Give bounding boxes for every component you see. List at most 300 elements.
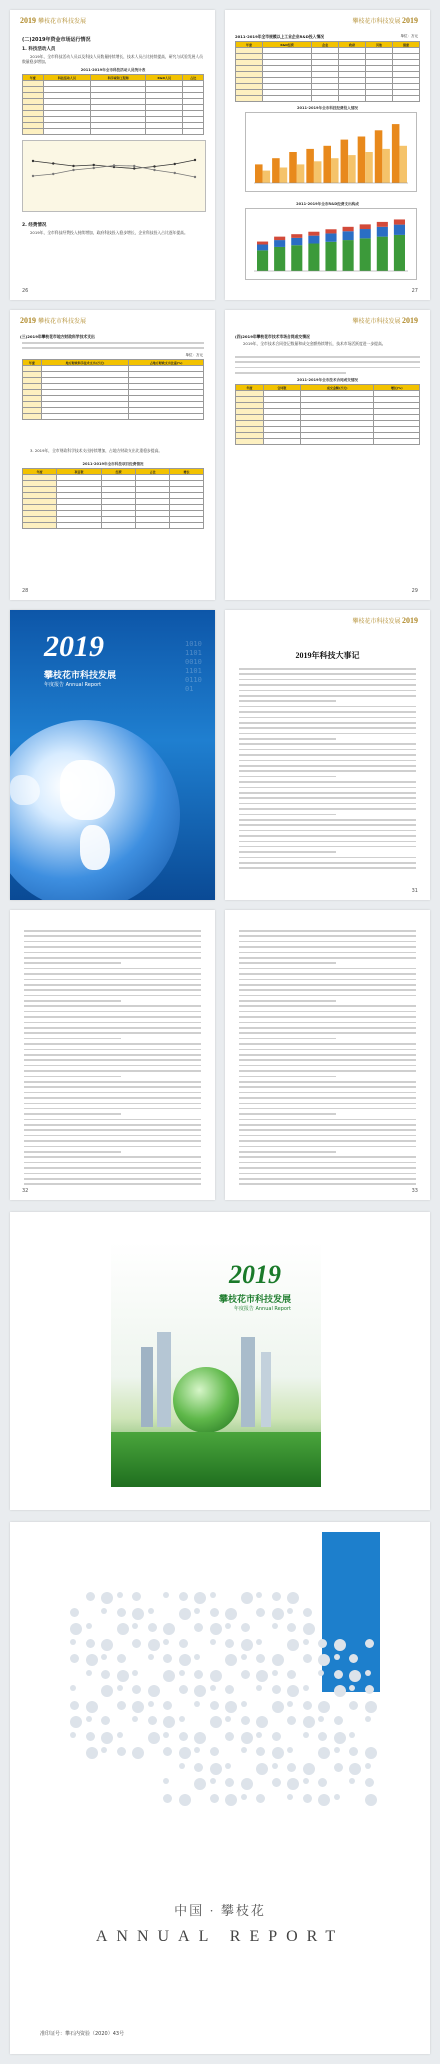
table-cell <box>23 129 44 135</box>
map-dot <box>163 1639 169 1645</box>
page-27 <box>225 10 430 300</box>
bar-segment <box>308 244 319 271</box>
table2-caption: 2011-2019年全市科技项目经费情况 <box>82 462 144 466</box>
map-dot <box>194 1747 200 1753</box>
text-line <box>239 957 416 959</box>
map-dot <box>163 1654 172 1663</box>
text-line <box>239 830 416 832</box>
text-line <box>239 1000 336 1002</box>
bar-segment <box>325 242 336 271</box>
text-line <box>24 962 121 964</box>
chart1-caption: 2011-2019年全市科技经费投入情况 <box>296 106 359 110</box>
bar <box>314 161 322 183</box>
text-line <box>24 1027 201 1029</box>
map-dot <box>194 1654 200 1660</box>
text-line <box>24 957 201 959</box>
text-line <box>24 1022 201 1024</box>
text-line <box>239 857 416 859</box>
map-dot <box>287 1763 296 1772</box>
table-cell <box>393 96 420 102</box>
text-line <box>24 989 201 991</box>
map-dot <box>225 1732 234 1741</box>
data-point <box>153 165 155 167</box>
map-dot <box>303 1763 315 1775</box>
map-dot <box>117 1670 129 1682</box>
line-chart-svg <box>23 141 205 211</box>
data-point <box>32 175 34 177</box>
data-table <box>22 74 204 135</box>
section-title: (四)2019年攀枝花市技术市场合同成交情况 <box>235 334 310 339</box>
cover-title: 攀枝花市科技发展 <box>44 670 117 680</box>
text-line <box>239 781 416 783</box>
table-header-cell: 企业 <box>312 42 339 48</box>
map-dot <box>272 1747 284 1759</box>
map-dot <box>86 1732 95 1741</box>
text-line <box>239 679 416 681</box>
table-header-cell: 强度 <box>393 42 420 48</box>
map-dot <box>303 1794 312 1803</box>
map-dot <box>163 1747 172 1756</box>
map-dot <box>318 1639 327 1648</box>
text-line <box>24 1038 121 1040</box>
bar-segment <box>291 245 302 271</box>
table-caption: 2011-2019年全市科技活动人员统计表 <box>80 68 146 72</box>
text-line <box>239 754 416 756</box>
map-dot <box>210 1794 219 1803</box>
text-line <box>24 1129 201 1131</box>
map-dot <box>303 1608 312 1617</box>
table-header-cell: R&D经费 <box>262 42 311 48</box>
text-line <box>24 1005 201 1007</box>
table-cell <box>262 96 311 102</box>
map-dot <box>210 1670 222 1682</box>
page-header: 攀枝花市科技发展 2019 <box>352 16 418 25</box>
table-header-cell: 增长 <box>170 469 204 475</box>
table-header-cell: 占比 <box>136 469 170 475</box>
data-point <box>194 176 196 178</box>
binary-pattern: 1010110100101101011001 <box>185 640 202 693</box>
map-dot <box>132 1608 144 1620</box>
paragraph: 2019年，全市技术合同登记数量和成交金额持续增长，技术市场活跃度进一步提高。 <box>243 341 386 346</box>
map-dot <box>365 1763 371 1769</box>
bar-segment <box>360 229 371 238</box>
map-dot <box>132 1639 141 1648</box>
text-line <box>239 668 416 670</box>
bar-segment <box>377 222 388 227</box>
page-33 <box>225 910 430 1200</box>
text-line <box>239 787 416 789</box>
text-line <box>239 952 416 954</box>
map-dot <box>256 1654 265 1663</box>
map-dot <box>318 1716 324 1722</box>
page-number: 29 <box>411 588 418 594</box>
map-dot <box>148 1685 160 1697</box>
map-dot <box>365 1685 374 1694</box>
text-line <box>239 846 416 848</box>
table-cell <box>183 129 204 135</box>
map-dot <box>365 1701 377 1713</box>
map-dot <box>303 1716 315 1728</box>
table-header-cell: 政府 <box>339 42 366 48</box>
map-dot <box>194 1670 203 1679</box>
map-dot <box>287 1778 299 1790</box>
map-dot <box>303 1654 312 1663</box>
green-globe <box>173 1367 239 1433</box>
map-dot <box>86 1639 95 1648</box>
section-title: (二)2019年资金市场运行情况 <box>22 37 91 43</box>
map-dot <box>194 1701 200 1707</box>
bar-segment <box>394 225 405 235</box>
data-point <box>153 169 155 171</box>
text-line <box>24 1108 201 1110</box>
data-point <box>174 163 176 165</box>
bar-segment <box>291 238 302 245</box>
text-line <box>239 1140 416 1142</box>
map-dot <box>272 1654 284 1666</box>
map-dot <box>179 1654 191 1666</box>
text-line <box>239 1162 416 1164</box>
table-header-cell: 占地方财政支出比重(%) <box>129 360 204 366</box>
page-header: 攀枝花市科技发展 2019 <box>352 316 418 325</box>
map-dot <box>241 1747 247 1753</box>
page-header: 2019 攀枝花市科技发展 <box>20 16 87 25</box>
text-line <box>239 1022 416 1024</box>
map-dot <box>132 1701 144 1713</box>
page-32 <box>10 910 215 1200</box>
cover-artwork <box>111 1242 321 1487</box>
cover-year: 2019 <box>229 1260 281 1289</box>
map-dot <box>70 1639 76 1645</box>
map-dot <box>210 1701 219 1710</box>
data-point <box>194 159 196 161</box>
data-table <box>235 384 420 445</box>
bar-segment <box>377 237 388 271</box>
page-number: 26 <box>22 288 29 294</box>
map-dot <box>163 1716 175 1728</box>
text-line <box>239 1103 416 1105</box>
table-header-cell: 占比 <box>183 75 204 81</box>
bar-segment <box>274 237 285 240</box>
table-cell <box>23 414 42 420</box>
text-line <box>239 1059 416 1061</box>
map-dot <box>334 1763 343 1772</box>
map-dot <box>287 1701 293 1707</box>
text-line <box>239 862 416 864</box>
map-dot <box>256 1763 268 1775</box>
text-line <box>24 1070 201 1072</box>
bar <box>341 140 349 183</box>
text-line <box>239 968 416 970</box>
text-line <box>239 743 416 745</box>
table-cell <box>374 439 420 445</box>
map-dot <box>272 1670 278 1676</box>
map-dot <box>225 1716 231 1722</box>
text-line <box>239 1124 416 1126</box>
map-dot <box>179 1608 191 1620</box>
map-dot <box>117 1701 126 1710</box>
bar <box>365 152 373 183</box>
bar <box>382 149 390 183</box>
text-line <box>239 1065 416 1067</box>
bar-segment <box>274 247 285 271</box>
map-dot <box>272 1685 281 1694</box>
map-dot <box>194 1763 203 1772</box>
building-shape <box>141 1347 153 1427</box>
map-dot <box>163 1670 175 1682</box>
text-line <box>239 1119 416 1121</box>
map-dot <box>241 1623 250 1632</box>
table-header-cell: 合同数 <box>263 385 300 391</box>
cover-city-page <box>10 1212 430 1510</box>
table-header-cell: 年度 <box>236 385 264 391</box>
data-point <box>52 162 54 164</box>
paragraph: 2019年，全市科技活动人员以及科技人员数量持续增长，技术人员占比持续提高，研究与试验发展人员数量稳步增加。 <box>22 54 203 65</box>
map-dot <box>86 1747 98 1759</box>
map-dot <box>365 1747 377 1759</box>
bar-chart <box>245 112 417 192</box>
map-dot <box>132 1685 141 1694</box>
text-line <box>239 1011 416 1013</box>
text-line <box>239 749 416 751</box>
text-line <box>24 1097 201 1099</box>
text-line <box>24 1081 201 1083</box>
table-cell <box>129 414 204 420</box>
map-dot <box>70 1623 82 1635</box>
text-line <box>24 1183 201 1185</box>
data-table <box>22 359 204 420</box>
text-line <box>24 941 201 943</box>
map-dot <box>225 1608 237 1620</box>
map-dot <box>210 1623 222 1635</box>
map-dot <box>303 1639 309 1645</box>
map-dot <box>132 1716 138 1722</box>
bar-segment <box>291 234 302 238</box>
text-line <box>239 706 416 708</box>
map-dot <box>148 1701 154 1707</box>
chart2-caption: 2011-2019年全市R&D经费支出构成 <box>296 202 359 206</box>
map-dot <box>179 1592 188 1601</box>
table-row <box>236 96 420 102</box>
text-line <box>24 1016 201 1018</box>
map-dot <box>349 1732 355 1738</box>
map-dot <box>148 1623 157 1632</box>
text-line <box>239 673 416 675</box>
bar-segment <box>343 240 354 271</box>
table-header-cell: 成交金额(万元) <box>300 385 373 391</box>
map-dot <box>70 1654 79 1663</box>
map-dot <box>225 1654 237 1666</box>
bar <box>399 146 407 183</box>
map-dot <box>86 1654 98 1666</box>
text-line <box>24 946 201 948</box>
bar-segment <box>343 231 354 240</box>
text-line <box>239 1183 416 1185</box>
map-dot <box>241 1639 253 1651</box>
bar <box>263 171 271 183</box>
map-dot <box>318 1794 330 1806</box>
unit-label: 单位：万元 <box>185 353 203 357</box>
map-dot <box>210 1716 222 1728</box>
text-line <box>24 1173 201 1175</box>
map-dot <box>365 1778 374 1787</box>
map-dot <box>70 1685 76 1691</box>
text-line <box>24 1151 121 1153</box>
map-dot <box>225 1778 234 1787</box>
map-dot <box>132 1670 138 1676</box>
text-line <box>239 835 416 837</box>
page-number: 32 <box>22 1188 29 1194</box>
table-cell <box>41 414 128 420</box>
table-cell <box>43 129 91 135</box>
map-dot <box>334 1654 340 1660</box>
bar <box>348 155 356 183</box>
table-cell <box>366 96 393 102</box>
map-dot <box>117 1623 129 1635</box>
text-line <box>24 1092 201 1094</box>
text-line <box>239 935 416 937</box>
text-line <box>239 1070 416 1072</box>
map-dot <box>272 1592 281 1601</box>
table-header-cell: 项目数 <box>56 469 101 475</box>
bar <box>255 164 263 183</box>
map-dot <box>117 1592 123 1598</box>
continent-shape <box>80 825 110 870</box>
text-line <box>24 1146 201 1148</box>
map-dot <box>303 1778 309 1784</box>
text-line <box>24 1119 201 1121</box>
map-dot <box>225 1794 237 1806</box>
text-line <box>239 867 416 869</box>
map-dot <box>241 1654 247 1660</box>
bar-segment <box>360 238 371 271</box>
map-dot <box>101 1732 113 1744</box>
text-line <box>24 979 201 981</box>
stacked-bar-chart <box>245 208 417 280</box>
map-dot <box>334 1794 340 1800</box>
map-dot <box>210 1685 216 1691</box>
text-line <box>239 1173 416 1175</box>
map-dot <box>334 1747 340 1753</box>
map-dot <box>318 1670 324 1676</box>
section-title: 2011-2019年全市规模以上工业企业R&D投入情况 <box>235 34 325 39</box>
text-line <box>239 1005 416 1007</box>
data-point <box>32 160 34 162</box>
text-line <box>239 1032 416 1034</box>
map-dot <box>349 1763 361 1775</box>
table-row <box>23 523 204 529</box>
map-dot <box>101 1716 110 1725</box>
body-text-lines <box>239 668 416 873</box>
text-line <box>239 797 416 799</box>
data-point <box>113 164 115 166</box>
bar <box>297 164 305 183</box>
map-dot <box>287 1685 299 1697</box>
paragraph-lines <box>22 342 204 353</box>
bar-segment <box>325 233 336 241</box>
sub-title: 1. 科技活动人员 <box>22 47 56 52</box>
text-line <box>24 1103 201 1105</box>
stacked-bar-chart-svg <box>246 209 416 279</box>
table-header-cell: 年度 <box>23 360 42 366</box>
map-dot <box>210 1608 219 1617</box>
text-line <box>239 1016 416 1018</box>
paragraph-2: 2019年，全市科技经费投入持续增加，政府科技投入稳步增长，企业科技投入占比逐年提高。 <box>30 230 188 235</box>
text-line <box>239 684 416 686</box>
table-cell <box>56 523 101 529</box>
text-line <box>24 1124 201 1126</box>
table-cell <box>146 129 183 135</box>
text-line <box>239 803 416 805</box>
table-row <box>23 414 204 420</box>
map-dot <box>256 1685 262 1691</box>
map-dot <box>256 1608 265 1617</box>
text-line <box>24 1076 121 1078</box>
line-chart <box>22 140 206 212</box>
text-line <box>24 1032 201 1034</box>
map-dot <box>334 1732 346 1744</box>
table-header-cell: R&D人员 <box>146 75 183 81</box>
data-point <box>72 165 74 167</box>
table-header-cell: 科学家和工程师 <box>91 75 146 81</box>
map-dot <box>272 1763 278 1769</box>
map-dot <box>318 1654 330 1666</box>
table-cell <box>263 439 300 445</box>
map-dot <box>272 1623 278 1629</box>
table-header-cell: 年度 <box>236 42 263 48</box>
section-title: (三)2019年攀枝花市地方财政科学技术支出 <box>20 334 95 339</box>
table-cell <box>236 439 264 445</box>
map-dot <box>241 1794 247 1800</box>
text-line <box>239 824 416 826</box>
building-shape <box>157 1332 171 1427</box>
table-header-cell: 其他 <box>366 42 393 48</box>
page-number: 33 <box>411 1188 418 1194</box>
map-dot <box>318 1732 327 1741</box>
map-dot <box>349 1670 361 1682</box>
publication-permit: 准印证号：攀石内资验（2020）43号 <box>40 2031 125 2037</box>
map-dot <box>287 1716 296 1725</box>
text-line <box>24 1043 201 1045</box>
map-dot <box>179 1763 185 1769</box>
text-line <box>239 851 336 853</box>
map-dot <box>225 1639 234 1648</box>
map-dot <box>365 1794 377 1806</box>
map-dot <box>241 1592 253 1604</box>
data-table <box>235 41 420 102</box>
map-dot <box>318 1747 330 1759</box>
table-header-cell: 经费 <box>102 469 136 475</box>
grass-field <box>111 1432 321 1487</box>
map-dot <box>256 1716 268 1728</box>
bar-segment <box>343 227 354 231</box>
map-dot <box>179 1716 185 1722</box>
table-cell <box>23 523 57 529</box>
map-dot <box>86 1701 98 1713</box>
text-line <box>239 1076 336 1078</box>
text-line <box>24 935 201 937</box>
body-text-lines <box>239 930 416 1189</box>
text-line <box>239 733 416 735</box>
continent-shape <box>60 760 115 820</box>
text-line <box>239 941 416 943</box>
text-line <box>239 841 416 843</box>
sub-title-2: 2. 经费情况 <box>22 223 47 228</box>
map-dot <box>272 1732 281 1741</box>
text-line <box>24 984 201 986</box>
table-header-cell: 增长(%) <box>374 385 420 391</box>
map-dot <box>241 1701 247 1707</box>
text-line <box>239 1049 416 1051</box>
